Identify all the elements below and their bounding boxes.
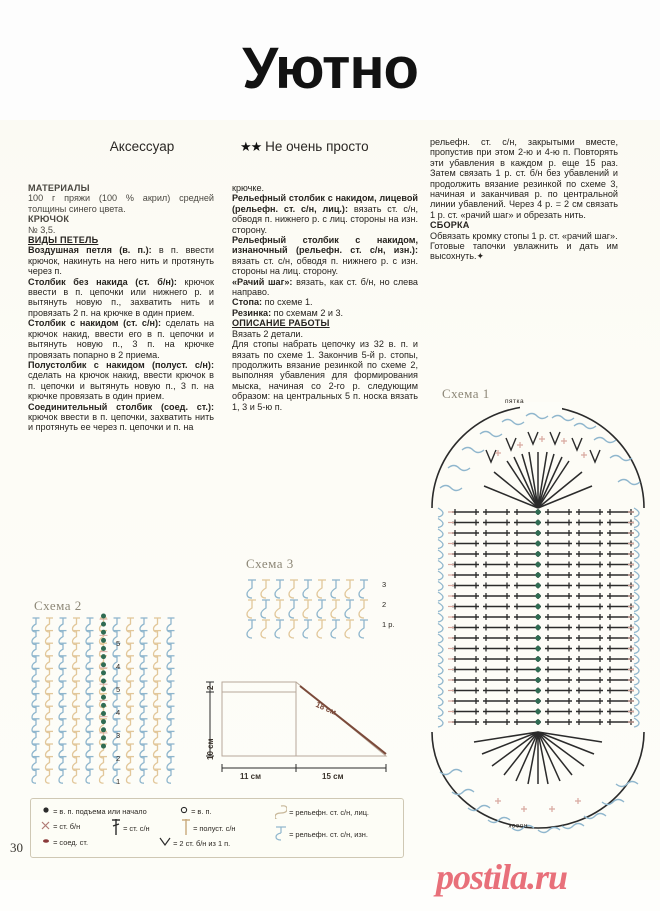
measure-vertical-top: 2 bbox=[206, 685, 215, 690]
rib-text: по схемам 2 и 3. bbox=[271, 307, 344, 318]
stitch-dc-text: сделать на крючок накид, ввести его в п. цепочки и вытянуть новую п., 3 п. на крючке провязать попарно в 2 приема. bbox=[28, 318, 215, 360]
text-column-3 bbox=[430, 137, 618, 262]
assembly-text-2: Готовые тапочки увлажнить и дать им высохнуть.✦ bbox=[430, 241, 618, 262]
scheme-2-title: Схема 2 bbox=[34, 598, 82, 613]
legend-vee-icon bbox=[159, 837, 171, 849]
description-heading: ОПИСАНИЕ РАБОТЫ bbox=[232, 318, 330, 329]
difficulty-stars-icon: ★★ bbox=[240, 139, 262, 154]
scheme-2-row-number: 4 bbox=[116, 708, 121, 717]
stitch-types-heading: ВИДЫ ПЕТЕЛЬ bbox=[28, 235, 99, 246]
scheme-2-chart bbox=[30, 612, 190, 792]
legend-circle-icon bbox=[179, 806, 189, 816]
legend-hdc-icon bbox=[181, 817, 191, 839]
hook-text: № 3,5. bbox=[28, 224, 56, 235]
legend-text-0: = в. п. подъема или начало bbox=[53, 806, 147, 816]
legend-text-2: = рельефн. ст. с/н, лиц. bbox=[289, 807, 369, 817]
legend-text-3: = ст. б/н bbox=[53, 822, 81, 831]
scheme-3-row-number: 1 р. bbox=[382, 620, 395, 629]
measure-horizontal-right: 15 см bbox=[322, 772, 344, 781]
stitch-fpdc-label: Рельефный столбик с накидом, лицевой (рельефн. ст. с/н, лиц.): bbox=[232, 193, 418, 214]
scheme-2-row-number: 2 bbox=[116, 754, 121, 763]
scheme-2-row-number: 4 bbox=[116, 662, 121, 671]
legend-slst-icon bbox=[41, 837, 51, 847]
scheme-1-chart bbox=[428, 400, 658, 850]
legend-box bbox=[30, 798, 404, 858]
stitch-hdc bbox=[28, 360, 214, 402]
stitch-crab bbox=[232, 277, 418, 298]
materials-text: 100 г пряжи (100 % акрил) средней толщины синего цвета. bbox=[28, 193, 214, 214]
stitch-bpdc-text: вязать ст. с/н, обводя п. нижнего р. с изн. стороны на лиц. сторону. bbox=[232, 255, 418, 277]
assembly-heading: СБОРКА bbox=[430, 220, 470, 231]
difficulty-text: Не очень просто bbox=[265, 139, 369, 154]
scheme-2-row-number: 5 bbox=[116, 685, 121, 694]
foot-note bbox=[232, 297, 418, 307]
page-number: 30 bbox=[10, 840, 23, 855]
text-column-2 bbox=[232, 183, 418, 412]
difficulty-label bbox=[240, 139, 425, 161]
legend-relief-front-icon bbox=[275, 803, 287, 821]
text-column-1 bbox=[28, 183, 214, 433]
foot-text: по схеме 1. bbox=[262, 297, 313, 308]
legend-text-7: = соед. ст. bbox=[53, 837, 89, 847]
stitch-fpdc-text: вязать ст. с/н, обводя п. нижнего р. с лиц. стороны на изн. сторону. bbox=[232, 203, 418, 235]
legend-x-icon bbox=[41, 821, 51, 832]
description-text: Для стопы набрать цепочку из 32 в. п. и вязать по схеме 1. Закончив 5-й р. стопы, продолжить вязание резинкой по схеме 2, выполняя убавления для формирования мыска, начиная со 2-го р. следующим образом: на центральных 5 п. носка вязать 1, 3 и 5-ю п. bbox=[232, 339, 418, 412]
scheme-2-row-number: 1 bbox=[116, 777, 121, 786]
materials-heading: МАТЕРИАЛЫ bbox=[28, 183, 90, 193]
scheme-3-title: Схема 3 bbox=[246, 556, 294, 571]
stitch-dc-label: Столбик с накидом (ст. с/н): bbox=[28, 318, 162, 329]
measurement-diagram bbox=[196, 668, 396, 788]
scheme-2-row-number: 3 bbox=[116, 731, 121, 740]
legend-dc-icon bbox=[111, 817, 121, 839]
stitch-bpdc-label: Рельефный столбик с накидом, изнаночный (рельефн. ст. с/н, изн.): bbox=[232, 235, 418, 256]
category-label: Аксессуар bbox=[109, 139, 175, 154]
scheme-1-heel-label: пятка bbox=[505, 398, 525, 405]
hook-heading: КРЮЧОК bbox=[28, 214, 70, 225]
scheme-2-row-number: 5 bbox=[116, 639, 121, 648]
scheme-3-row-number: 3 bbox=[382, 580, 387, 589]
legend-text-4: = ст. с/н bbox=[123, 823, 150, 833]
stitch-crab-label: «Рачий шаг»: bbox=[232, 276, 293, 287]
stitch-slst bbox=[28, 402, 214, 433]
assembly-text-1: Обвязать кромку стопы 1 р. ст. «рачий шаг». bbox=[430, 230, 618, 241]
legend-text-1: = в. п. bbox=[191, 806, 212, 816]
rib-label: Резинка: bbox=[232, 307, 272, 318]
rib-note bbox=[232, 308, 418, 318]
measure-horizontal-left: 11 см bbox=[240, 772, 262, 781]
stitch-hdc-text: сделать на крючок накид, ввести крючок в п. цепочки и вытянуть новую п., 3 п. на крючке провязать в один прием. bbox=[28, 370, 214, 402]
page-title: Уютно bbox=[242, 36, 418, 101]
scheme-1-toe-label: носок bbox=[508, 822, 528, 829]
legend-text-8: = 2 ст. б/н из 1 п. bbox=[173, 838, 231, 848]
legend-relief-back-icon bbox=[275, 825, 287, 843]
stitch-chain bbox=[28, 245, 214, 276]
stitch-hdc-label: Полустолбик с накидом (полуст. с/н): bbox=[28, 359, 214, 370]
stitch-slst-text: крючок ввести в п. цепочки, захватить нить и протянуть ее через п. цепочки и п. на bbox=[28, 411, 214, 433]
stitch-chain-label: Воздушная петля (в. п.): bbox=[28, 245, 152, 256]
foot-label: Стопа: bbox=[232, 297, 263, 308]
scheme-1-title: Схема 1 bbox=[442, 386, 490, 401]
column3-continuation: рельефн. ст. с/н, закрытыми вместе, пропустив при этом 2-ю и 4-ю п. Повторять эти убавления в каждом р. еще 15 раз. Затем связать 1 р. ст. б/н без убавлений и продолжить вязание резинкой по схеме 3, начиная и заканчивая р. по центральной линии убавлений. Через 4 р. = 2 см связать 1 р. ст. «рачий шаг» и обрезать нить. bbox=[430, 137, 618, 220]
scheme-3-chart bbox=[244, 572, 394, 644]
stitch-slst-label: Соединительный столбик (соед. ст.): bbox=[28, 401, 214, 412]
stitch-sc-text: крючок ввести в п. цепочки или нижнего р. и вытянуть новую п., захватить нить и провязать 2 п. на крючке в один прием. bbox=[28, 276, 214, 318]
column2-continuation: крючке. bbox=[232, 183, 265, 193]
stitch-bpdc bbox=[232, 235, 418, 277]
stitch-sc bbox=[28, 277, 214, 319]
legend-text-5: = полуст. с/н bbox=[193, 823, 236, 833]
masthead bbox=[0, 36, 660, 101]
stitch-dc bbox=[28, 318, 214, 360]
description-line1: Вязать 2 детали. bbox=[232, 328, 304, 339]
legend-dot-icon bbox=[41, 806, 51, 816]
legend-text-6: = рельефн. ст. с/н, изн. bbox=[289, 829, 368, 839]
stitch-sc-label: Столбик без накида (ст. б/н): bbox=[28, 276, 177, 287]
stitch-fpdc bbox=[232, 193, 418, 235]
scheme-3-row-number: 2 bbox=[382, 600, 387, 609]
measure-vertical-main: 10 см bbox=[206, 738, 215, 760]
stitch-crab-text: вязать, как ст. б/н, но слева направо. bbox=[232, 276, 418, 298]
measure-diagonal: 18 см bbox=[314, 700, 338, 717]
stitch-chain-text: в п. ввести крючок, накинуть на него нить и протянуть через п. bbox=[28, 245, 214, 277]
watermark: postila.ru bbox=[436, 857, 568, 897]
